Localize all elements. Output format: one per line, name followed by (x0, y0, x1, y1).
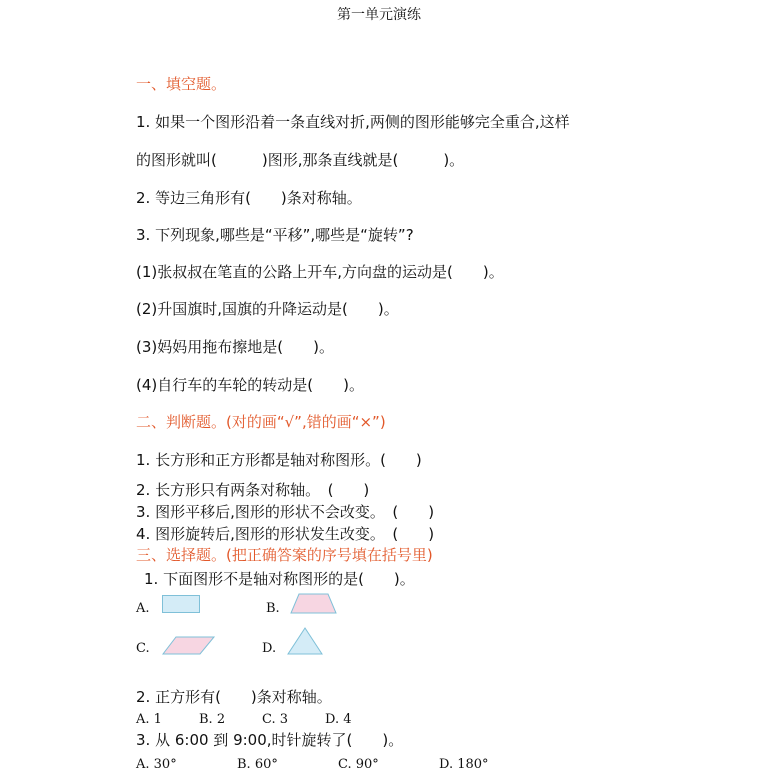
question-2: 2. 等边三角形有( )条对称轴。 (136, 189, 362, 207)
choice-option: B. 60° (237, 757, 278, 772)
judgement-item: 2. 长方形只有两条对称轴。 ( ) (136, 481, 370, 499)
parallelogram-icon (162, 636, 216, 656)
page-title: 第一单元演练 (337, 7, 421, 23)
choice-option: C. 3 (262, 712, 289, 727)
question-3-item: (3)妈妈用拖布擦地是( )。 (136, 338, 334, 356)
choice-option: A. 30° (136, 757, 177, 772)
choice-option: D. 4 (325, 712, 352, 727)
judgement-item: 1. 长方形和正方形都是轴对称图形。( ) (136, 451, 422, 469)
question-1-line-1: 1. 如果一个图形沿着一条直线对折,两侧的图形能够完全重合,这样 (136, 113, 570, 131)
choice-option: C. 90° (338, 757, 379, 772)
option-label-d: D. (262, 641, 277, 656)
question-3-item: (4)自行车的车轮的转动是( )。 (136, 376, 364, 394)
question-3-item: (1)张叔叔在笔直的公路上开车,方向盘的运动是( )。 (136, 263, 504, 281)
choice-question-2: 2. 正方形有( )条对称轴。 (136, 688, 332, 706)
judgement-item: 4. 图形旋转后,图形的形状发生改变。 ( ) (136, 525, 435, 543)
choice-option: B. 2 (199, 712, 226, 727)
choice-option: D. 180° (439, 757, 489, 772)
rectangle-icon (162, 595, 202, 615)
question-3-item: (2)升国旗时,国旗的升降运动是( )。 (136, 300, 399, 318)
question-1-line-2: 的图形就叫( )图形,那条直线就是( )。 (136, 151, 465, 169)
question-3: 3. 下列现象,哪些是“平移”,哪些是“旋转”? (136, 226, 414, 244)
section-heading-multiple-choice: 三、选择题。(把正确答案的序号填在括号里) (136, 546, 433, 564)
triangle-icon (287, 627, 325, 657)
option-label-a: A. (136, 601, 150, 616)
option-label-b: B. (266, 601, 280, 616)
section-heading-true-false: 二、判断题。(对的画“√”,错的画“×”) (136, 413, 386, 431)
choice-option: A. 1 (136, 712, 162, 727)
judgement-item: 3. 图形平移后,图形的形状不会改变。 ( ) (136, 503, 435, 521)
trapezoid-icon (290, 593, 338, 615)
option-label-c: C. (136, 641, 150, 656)
choice-question-3: 3. 从 6:00 到 9:00,时针旋转了( )。 (136, 731, 404, 749)
section-heading-fill-blank: 一、填空题。 (136, 75, 227, 93)
choice-question-1: 1. 下面图形不是轴对称图形的是( )。 (144, 570, 415, 588)
